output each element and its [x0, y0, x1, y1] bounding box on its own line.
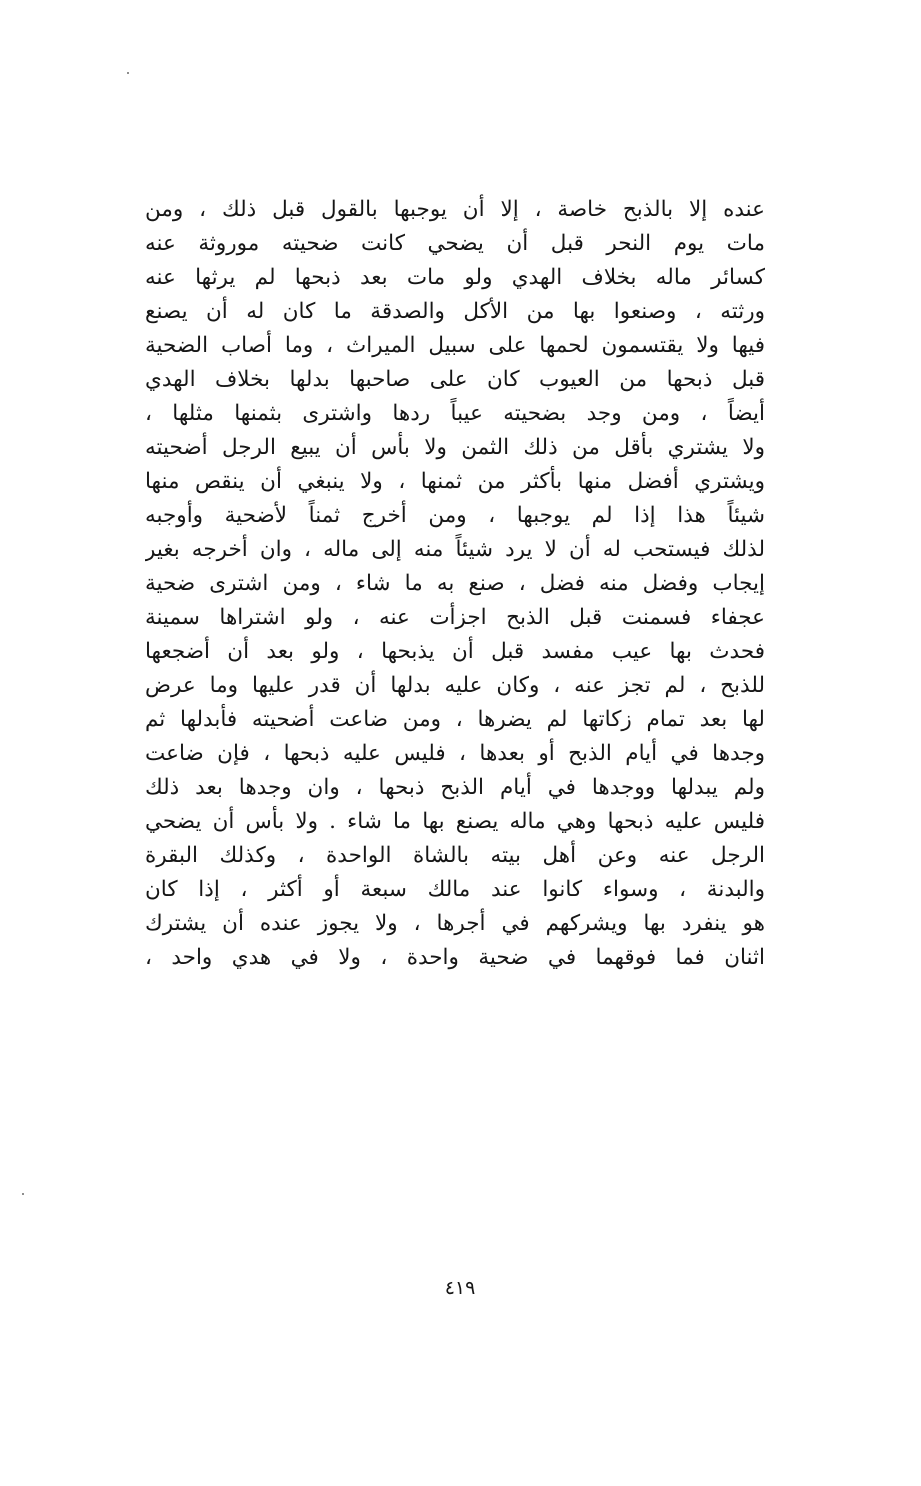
- text-line: عنده إلا بالذبح خاصة ، إلا أن يوجبها بالقول قبل ذلك ، ومن: [145, 197, 765, 222]
- page-number: ٤١٩: [444, 1277, 476, 1299]
- text-line: ويشتري أفضل منها بأكثر من ثمنها ، ولا ينبغي أن ينقص منها: [145, 469, 765, 494]
- text-line: والبدنة ، وسواء كانوا عند مالك سبعة أو أكثر ، إذا كان: [145, 877, 765, 902]
- text-line: قبل ذبحها من العيوب كان على صاحبها بدلها بخلاف الهدي: [145, 367, 765, 392]
- text-line: لها بعد تمام زكاتها لم يضرها ، ومن ضاعت أضحيته فأبدلها ثم: [145, 707, 765, 732]
- paper-speck: [127, 72, 129, 74]
- text-line: للذبح ، لم تجز عنه ، وكان عليه بدلها أن قدر عليها وما عرض: [145, 673, 765, 698]
- text-line: لذلك فيستحب له أن لا يرد شيئاً منه إلى ماله ، وان أخرجه بغير: [145, 537, 765, 562]
- text-line: كسائر ماله بخلاف الهدي ولو مات بعد ذبحها لم يرثها عنه: [145, 265, 765, 290]
- text-line: فيها ولا يقتسمون لحمها على سبيل الميراث ، وما أصاب الضحية: [145, 333, 765, 358]
- text-line: أيضاً ، ومن وجد بضحيته عيباً ردها واشترى بثمنها مثلها ،: [145, 401, 765, 426]
- text-line: هو ينفرد بها ويشركهم في أجرها ، ولا يجوز عنده أن يشترك: [145, 911, 765, 936]
- text-line: ولم يبدلها ووجدها في أيام الذبح ذبحها ، وان وجدها بعد ذلك: [145, 775, 765, 800]
- text-line: مات يوم النحر قبل أن يضحي كانت ضحيته موروثة عنه: [145, 231, 765, 256]
- paper-speck: [22, 1193, 24, 1195]
- text-line: وجدها في أيام الذبح أو بعدها ، فليس عليه ذبحها ، فإن ضاعت: [145, 741, 765, 766]
- text-line: فليس عليه ذبحها وهي ماله يصنع بها ما شاء . ولا بأس أن يضحي: [145, 809, 765, 834]
- text-line: ورثته ، وصنعوا بها من الأكل والصدقة ما كان له أن يصنع: [145, 299, 765, 324]
- text-line: الرجل عنه وعن أهل بيته بالشاة الواحدة ، وكذلك البقرة: [145, 843, 765, 868]
- text-line: فحدث بها عيب مفسد قبل أن يذبحها ، ولو بعد أن أضجعها: [145, 639, 765, 664]
- text-line: إيجاب وفضل منه فضل ، صنع به ما شاء ، ومن اشترى ضحية: [145, 571, 765, 596]
- text-line: ولا يشتري بأقل من ذلك الثمن ولا بأس أن يبيع الرجل أضحيته: [145, 435, 765, 460]
- body-text: [145, 193, 765, 975]
- text-line: شيئاً هذا إذا لم يوجبها ، ومن أخرج ثمناً لأضحية وأوجبه: [145, 503, 765, 528]
- text-line: اثنان فما فوقهما في ضحية واحدة ، ولا في هدي واحد ،: [145, 945, 765, 970]
- text-line: عجفاء فسمنت قبل الذبح اجزأت عنه ، ولو اشتراها سمينة: [145, 605, 765, 630]
